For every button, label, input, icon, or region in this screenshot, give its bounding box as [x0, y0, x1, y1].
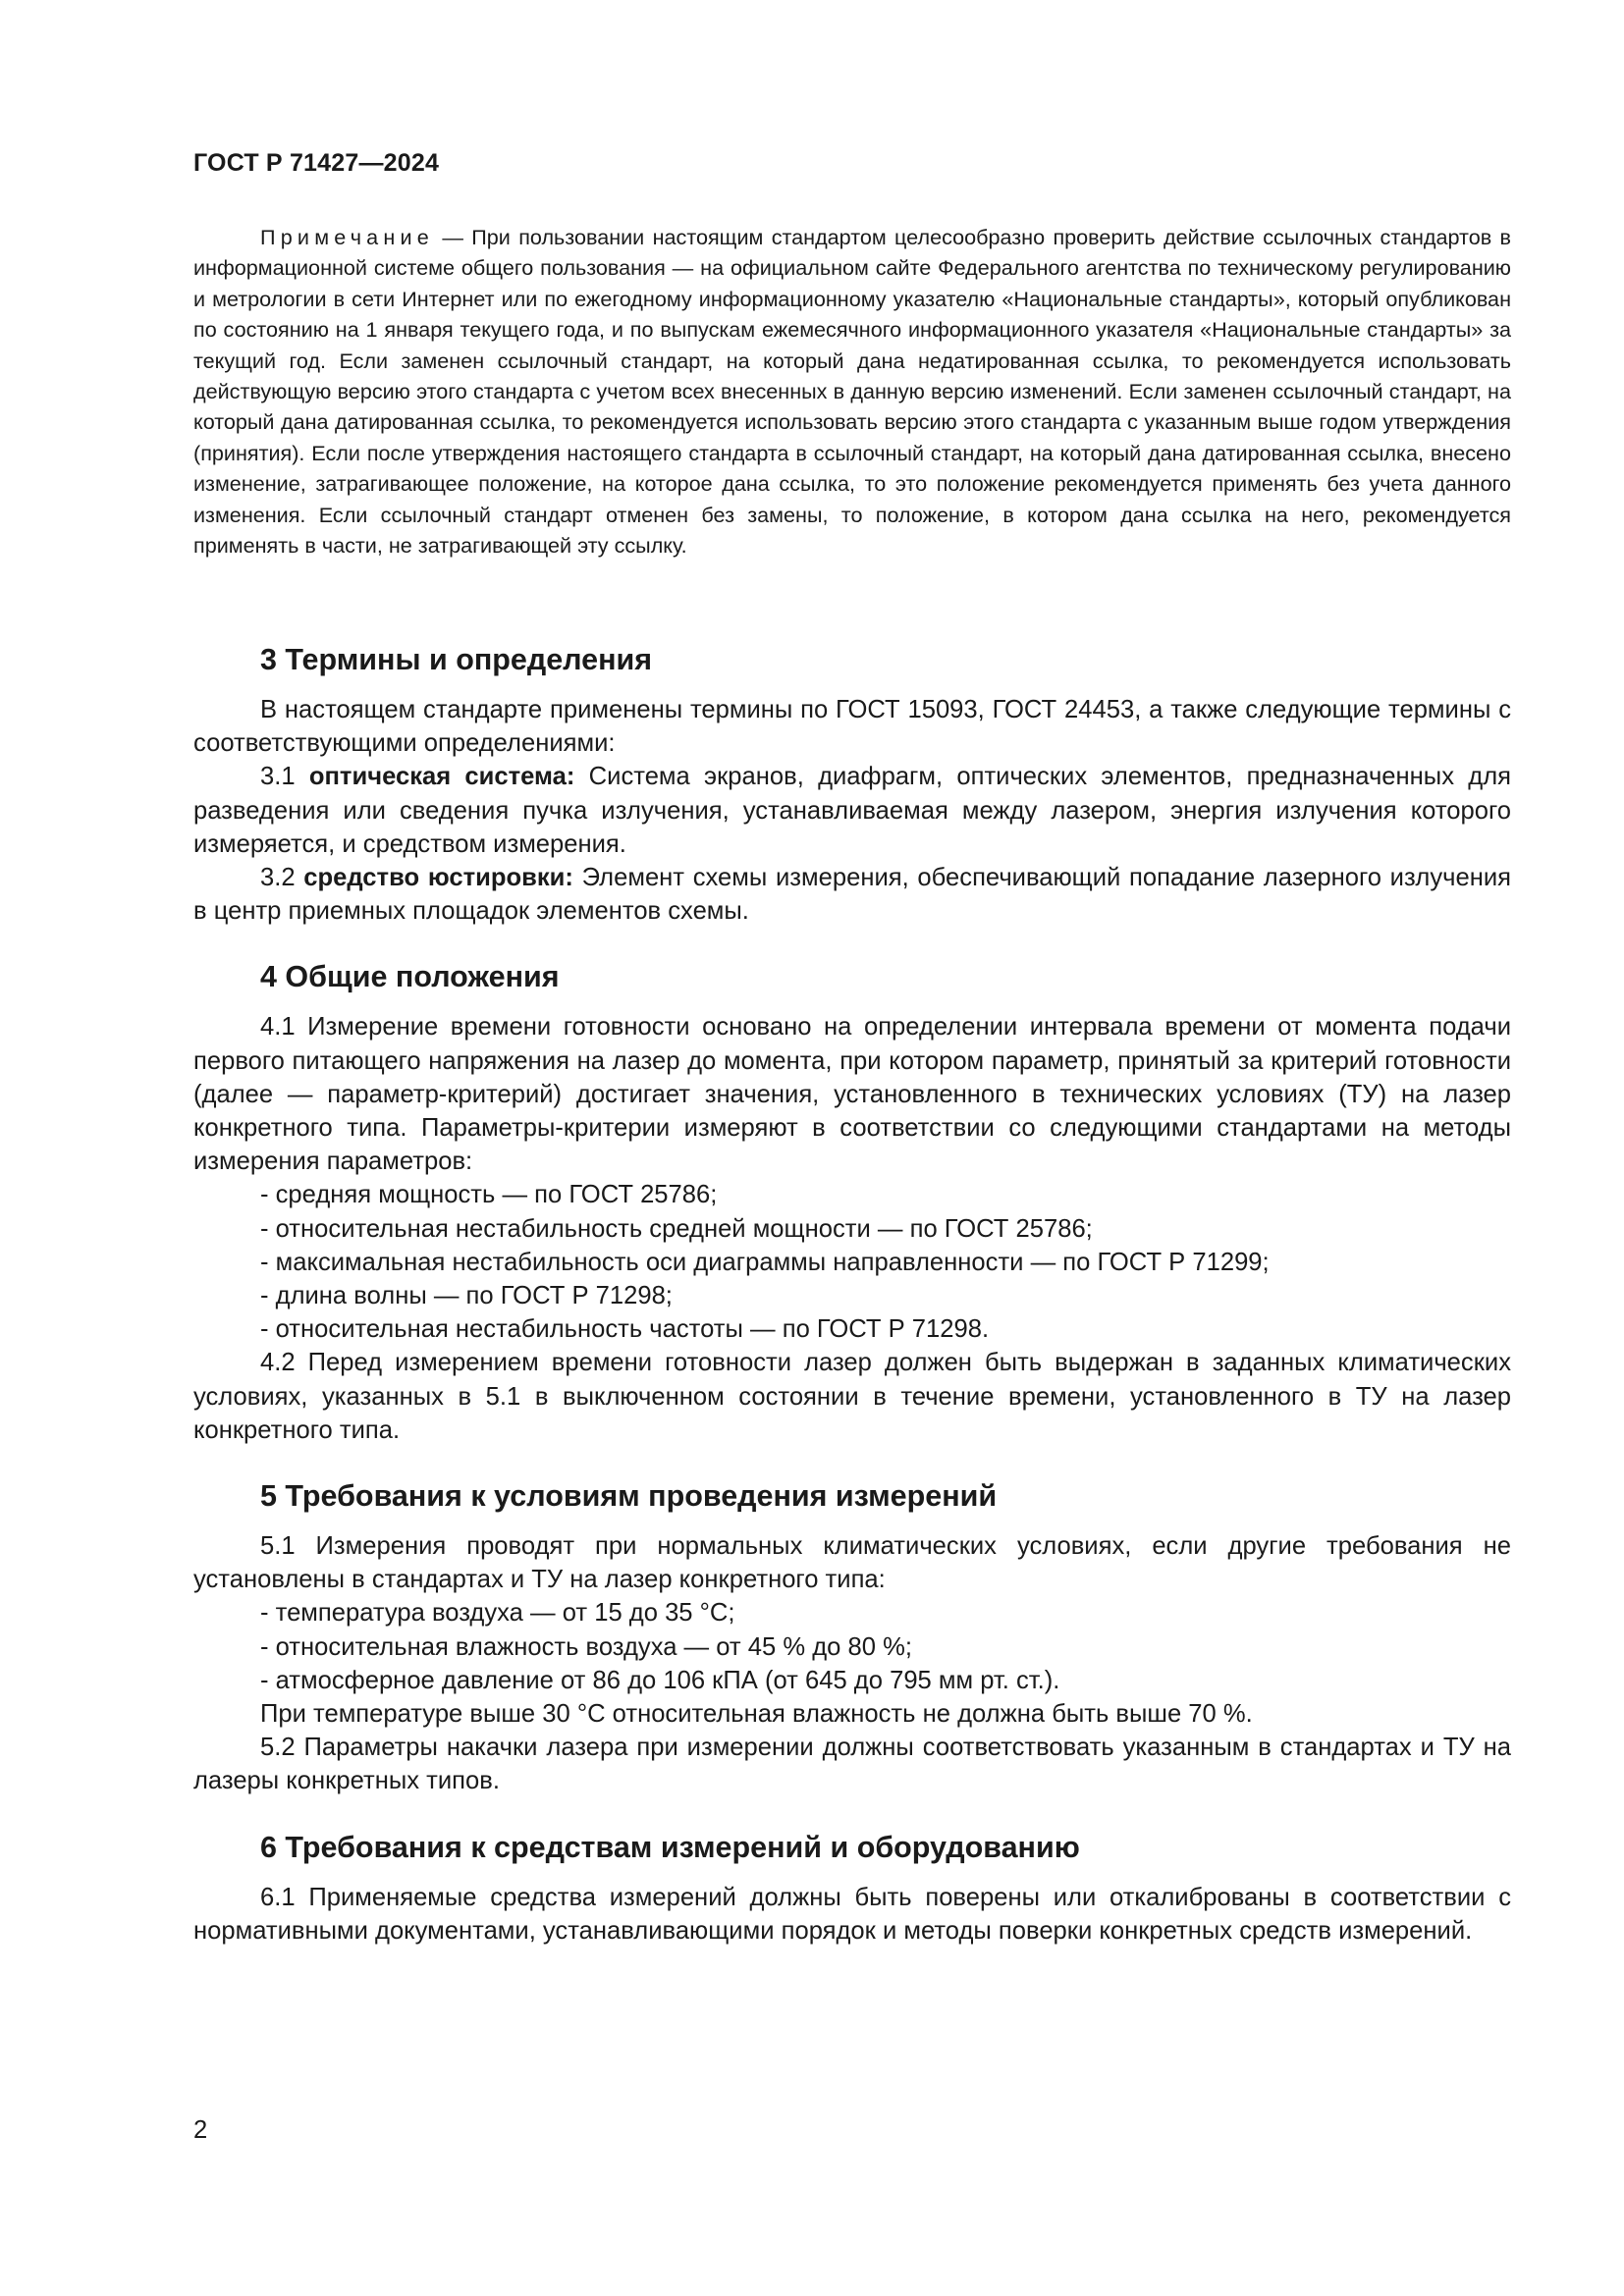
note-text: При пользовании настоящим стандартом целесообразно проверить действие ссылочных стандартов в информационной системе общего пользования — на официальном сайте Федерального агентства по техническому регулированию и метрологии в сети Интернет или по ежегодному информационному указателю «Национальные стандарты», который опубликован по состоянию на 1 января текущего года, и по выпускам ежемесячного информационного указателя «Национальные стандарты» за текущий год. Если заменен ссылочный стандарт, на который дана недатированная ссылка, то рекомендуется использовать действующую версию этого стандарта с учетом всех внесенных в данную версию изменений. Если заменен ссылочный стандарт, на который дана датированная ссылка, то рекомендуется использовать версию этого стандарта с указанным выше годом утверждения (принятия). Если после утверждения настоящего стандарта в ссылочный стандарт, на который дана датированная ссылка, внесено изменение, затрагивающее положение, на которое дана ссылка, то это положение рекомендуется применять без учета данного изменения. Если ссылочный стандарт отменен без замены, то положение, в котором дана ссылка на него, рекомендуется применять в части, не затрагивающей эту ссылку. — [193, 225, 1511, 559]
section-3-title: 3 Термины и определения — [260, 643, 653, 676]
list-item: - атмосферное давление от 86 до 106 кПА (от 645 до 795 мм рт. ст.). — [260, 1666, 1060, 1694]
term-3-2-definition: Элемент схемы измерения, обеспечивающий попадание лазерного излучения в центр приемных площадок элементов схемы. — [193, 864, 1511, 926]
list-item: - средняя мощность — по ГОСТ 25786; — [260, 1181, 718, 1209]
term-3-1-number: 3.1 — [260, 763, 309, 791]
paragraph-6-1: 6.1 Применяемые средства измерений должны быть поверены или откалиброваны в соответствии с нормативными документами, устанавливающими порядок и методы поверки конкретных средств измерений. — [193, 1883, 1511, 1945]
list-item: - относительная нестабильность средней мощности — по ГОСТ 25786; — [260, 1214, 1093, 1243]
document-code-header: ГОСТ Р 71427—2024 — [193, 149, 440, 177]
list-item: - относительная влажность воздуха — от 45 % до 80 %; — [260, 1632, 912, 1661]
page-number: 2 — [193, 2116, 208, 2144]
section-3-intro: В настоящем стандарте применены термины по ГОСТ 15093, ГОСТ 24453, а также следующие термины с соответствующими определениями: — [193, 696, 1511, 758]
paragraph-4-1: 4.1 Измерение времени готовности основано на определении интервала времени от момента подачи первого питающего напряжения на лазер до момента, при котором параметр, принятый за критерий готовности (далее — параметр-критерий) достигает значения, установленного в технических условиях (ТУ) на лазер конкретного типа. Параметры-критерии измеряют в соответствии со следующими стандартами на методы измерения параметров: — [193, 1013, 1511, 1176]
section-6-title: 6 Требования к средствам измерений и оборудованию — [260, 1830, 1080, 1864]
paragraph-5-2: 5.2 Параметры накачки лазера при измерении должны соответствовать указанным в стандартах и ТУ на лазеры конкретных типов. — [193, 1734, 1511, 1795]
term-3-1-name: оптическая система: — [308, 763, 575, 791]
term-3-1-definition: Система экранов, диафрагм, оптических элементов, предназначенных для разведения или сведения пучка излучения, устанавливаемая между лазером, энергия излучения которого измеряется, и средством измерения. — [193, 763, 1511, 858]
paragraph-5-1: 5.1 Измерения проводят при нормальных климатических условиях, если другие требования не установлены в стандартах и ТУ на лазер конкретного типа: — [193, 1532, 1511, 1594]
term-3-2-number: 3.2 — [260, 864, 304, 892]
section-5-title: 5 Требования к условиям проведения измерений — [260, 1479, 998, 1514]
term-3-2-name: средство юстировки: — [303, 864, 573, 892]
paragraph-4-2: 4.2 Перед измерением времени готовности лазер должен быть выдержан в заданных климатических условиях, указанных в 5.1 в выключенном состоянии в течение времени, установленного в ТУ на лазер конкретного типа. — [193, 1349, 1511, 1444]
list-item: - длина волны — по ГОСТ Р 71298; — [260, 1282, 673, 1310]
section-4-title: 4 Общие положения — [260, 960, 560, 994]
note-dash: — — [434, 225, 472, 249]
term-3-1 — [193, 760, 1511, 861]
document-body — [193, 628, 1511, 1948]
term-3-2 — [193, 861, 1511, 928]
list-item: При температуре выше 30 °С относительная влажность не должна быть выше 70 %. — [260, 1700, 1253, 1729]
reference-note — [193, 222, 1511, 561]
list-item: - температура воздуха — от 15 до 35 °С; — [260, 1599, 735, 1628]
list-item: - относительная нестабильность частоты — по ГОСТ Р 71298. — [260, 1315, 990, 1344]
list-item: - максимальная нестабильность оси диаграммы направленности — по ГОСТ Р 71299; — [260, 1248, 1270, 1276]
note-label: Примечание — [260, 225, 434, 249]
